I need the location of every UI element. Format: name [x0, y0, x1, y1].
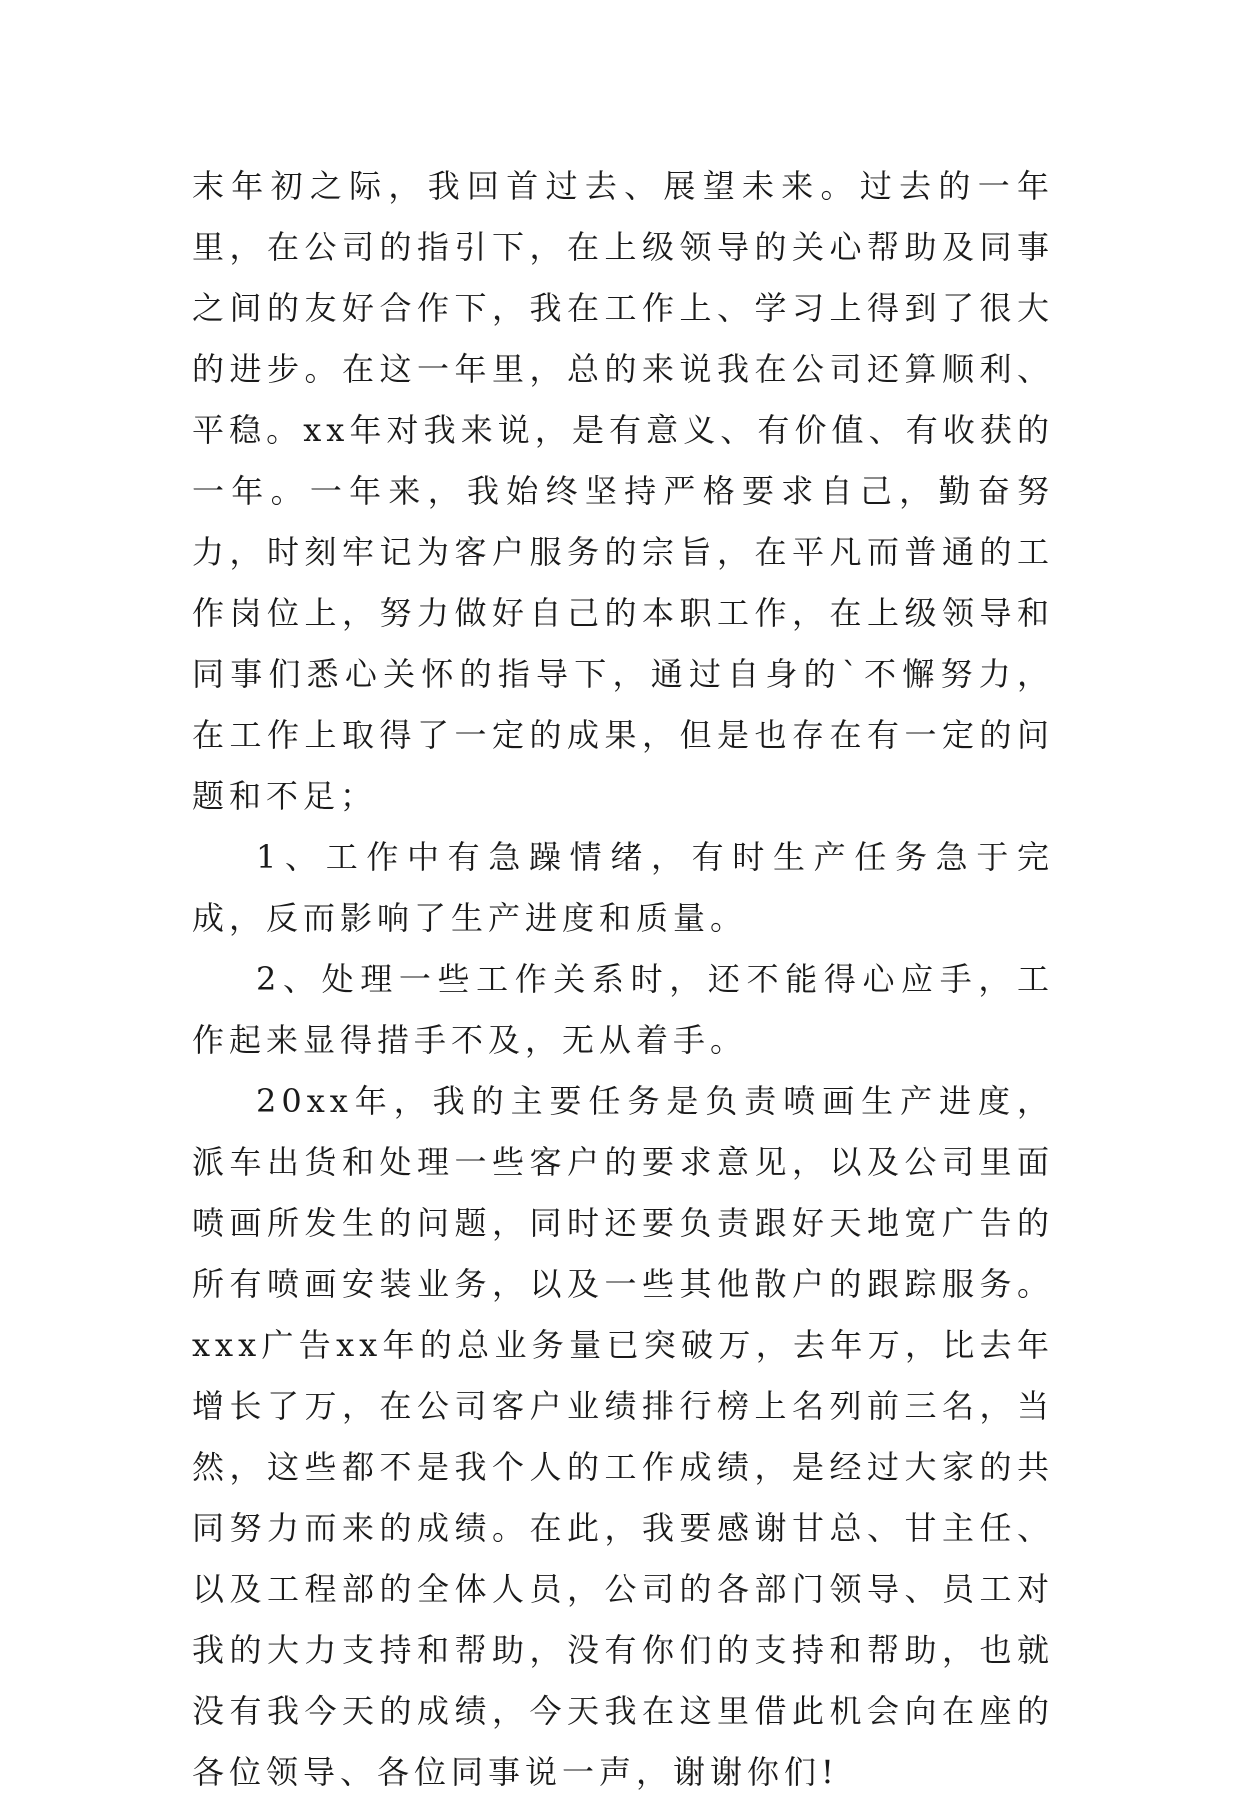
document-body — [192, 156, 1054, 1803]
paragraph-intro: 末年初之际，我回首过去、展望未来。过去的一年里，在公司的指引下，在上级领导的关心帮助及同事之间的友好合作下，我在工作上、学习上得到了很大的进步。在这一年里，总的来说我在公司还算顺利、平稳。xx年对我来说，是有意义、有价值、有收获的一年。一年来，我始终坚持严格要求自己，勤奋努力，时刻牢记为客户服务的宗旨，在平凡而普通的工作岗位上，努力做好自己的本职工作，在上级领导和同事们悉心关怀的指导下，通过自身的`不懈努力，在工作上取得了一定的成果，但是也存在有一定的问题和不足； — [192, 167, 1054, 815]
paragraph-issue-1: 1、工作中有急躁情绪，有时生产任务急于完成，反而影响了生产进度和质量。 — [192, 838, 1054, 937]
paragraph-tasks: 20xx年，我的主要任务是负责喷画生产进度，派车出货和处理一些客户的要求意见，以及公司里面喷画所发生的问题，同时还要负责跟好天地宽广告的所有喷画安装业务，以及一些其他散户的跟踪服务。xxx广告xx年的总业务量已突破万，去年万，比去年增长了万，在公司客户业绩排行榜上名列前三名，当然，这些都不是我个人的工作成绩，是经过大家的共同努力而来的成绩。在此，我要感谢甘总、甘主任、以及工程部的全体人员，公司的各部门领导、员工对我的大力支持和帮助，没有你们的支持和帮助，也就没有我今天的成绩，今天我在这里借此机会向在座的各位领导、各位同事说一声，谢谢你们! — [192, 1082, 1054, 1791]
paragraph-issue-2: 2、处理一些工作关系时，还不能得心应手，工作起来显得措手不及，无从着手。 — [192, 960, 1054, 1059]
